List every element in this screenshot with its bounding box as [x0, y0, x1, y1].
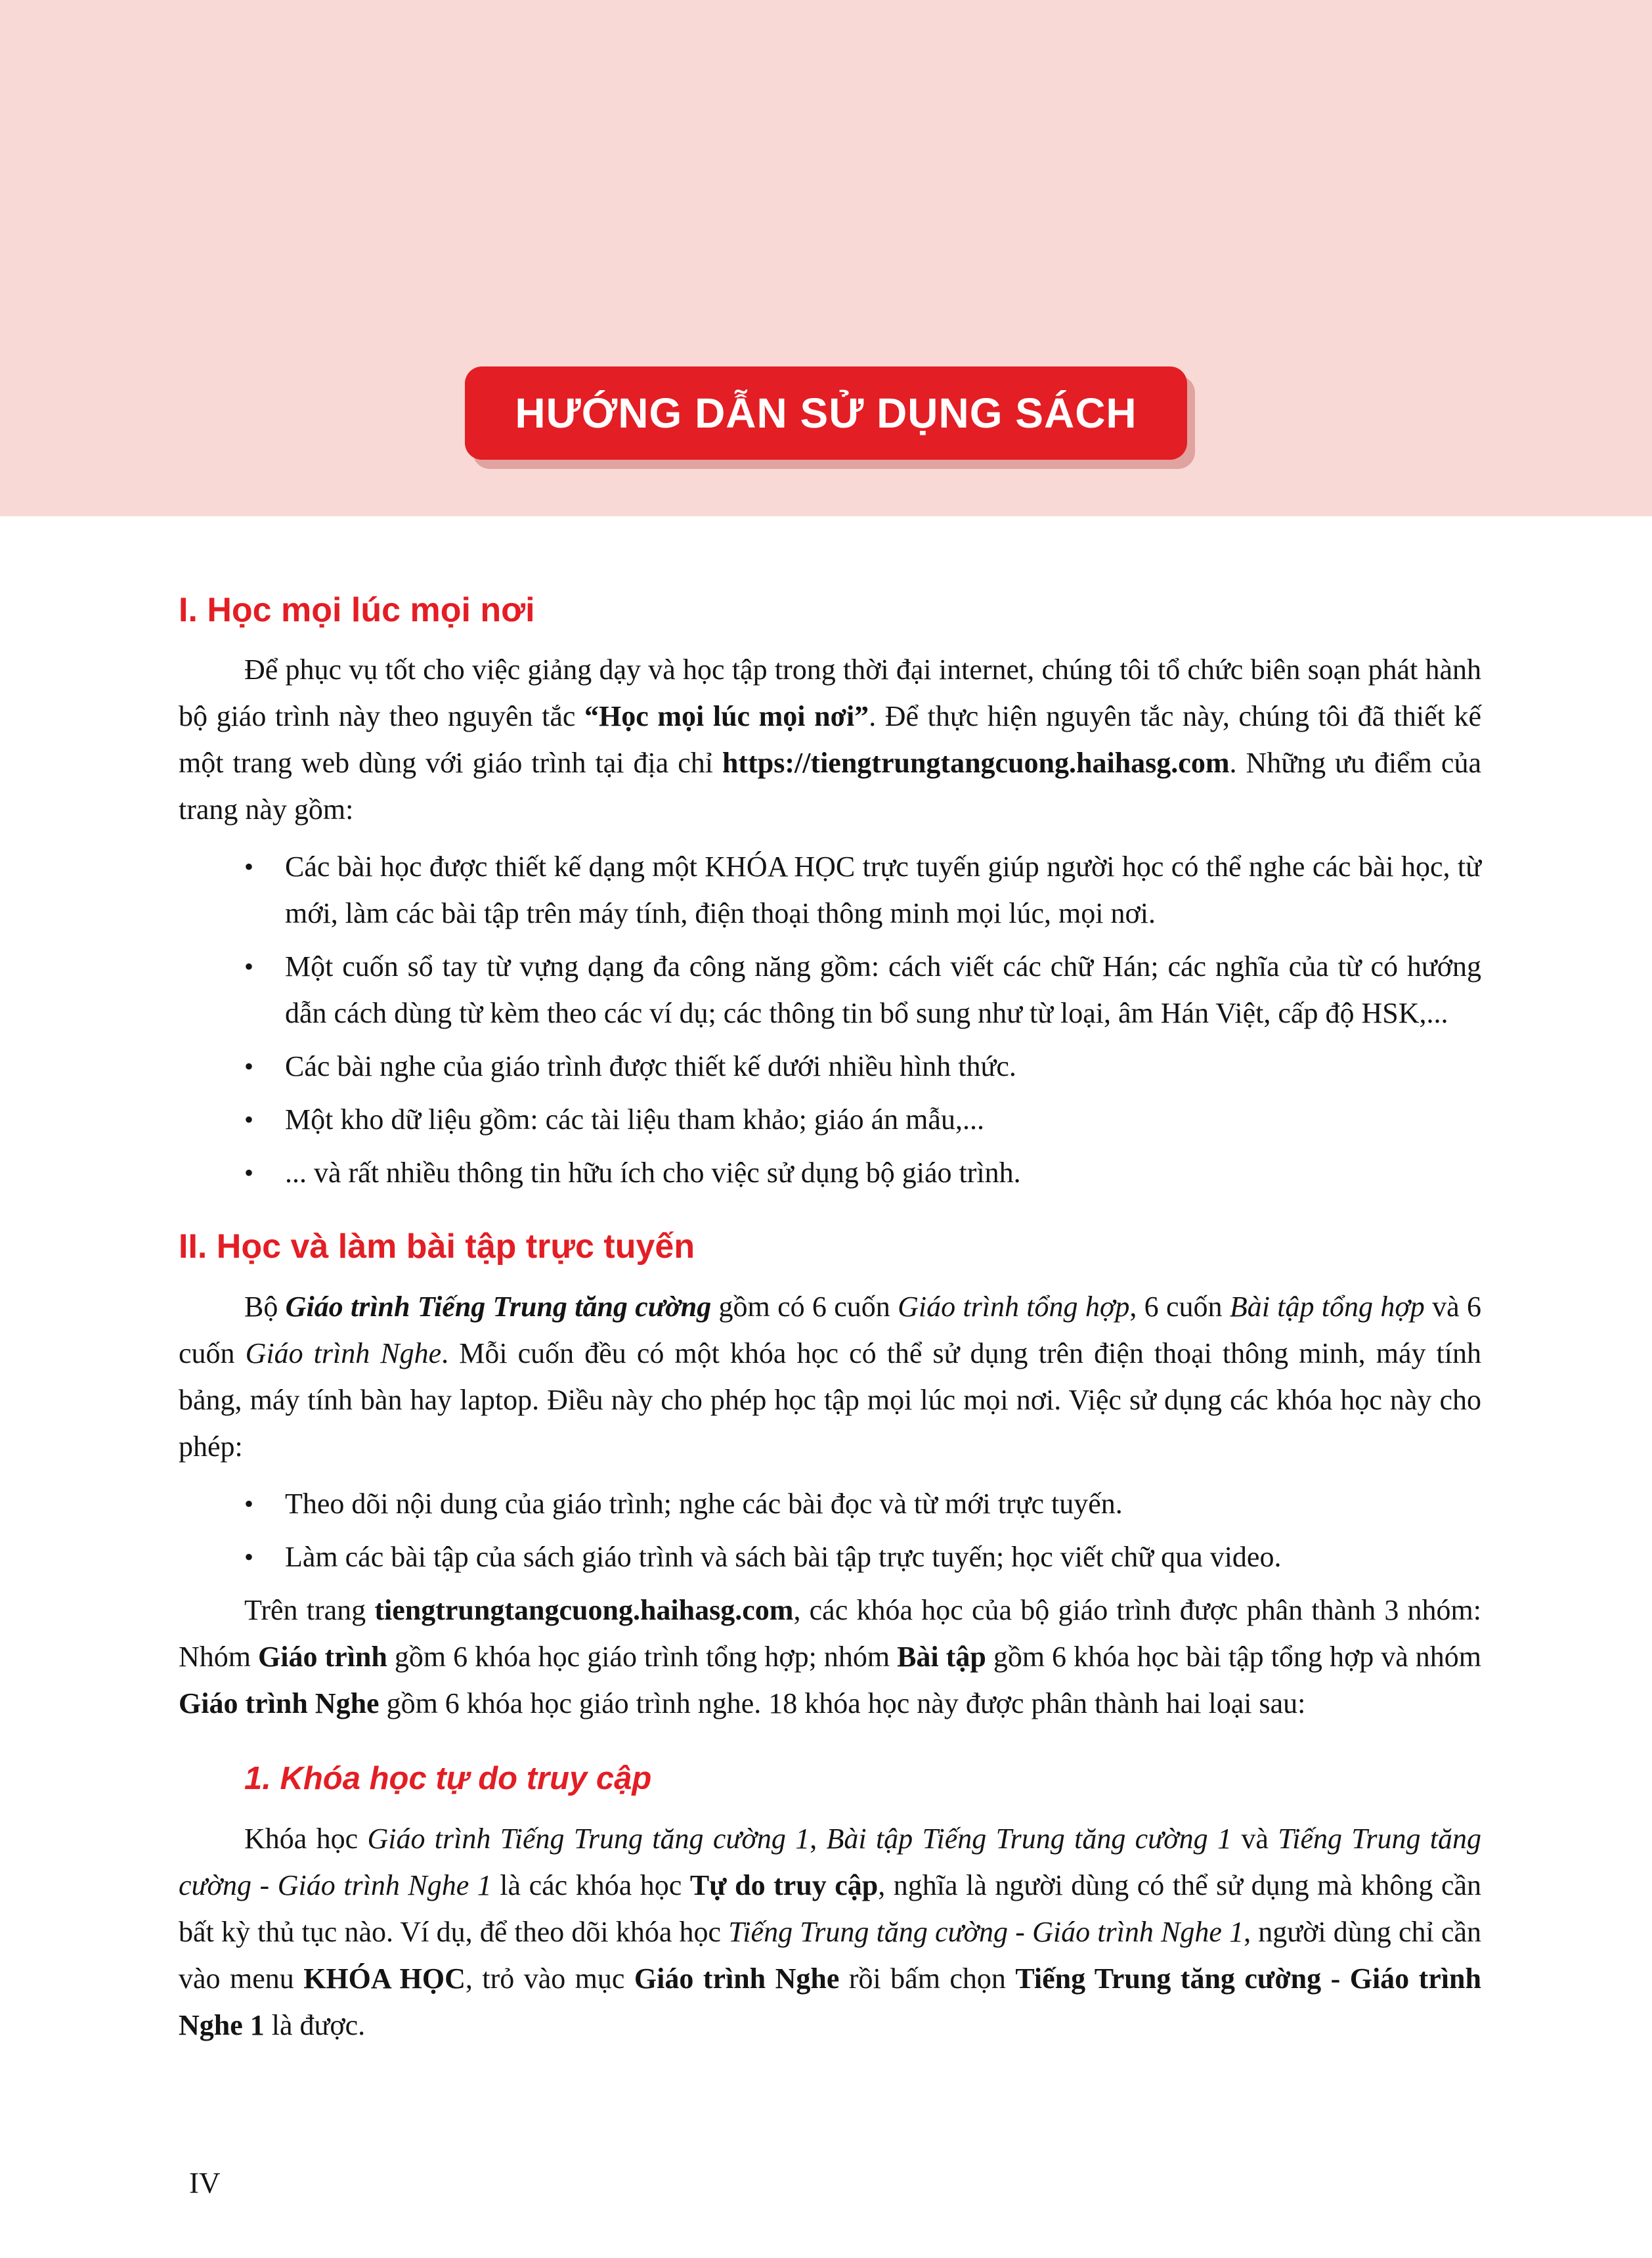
text-segment: , trỏ vào mục [465, 1962, 634, 1995]
text-segment: Giáo trình Nghe [179, 1687, 380, 1719]
bullet-item [244, 1534, 1481, 1580]
bullet-marker: • [244, 1488, 254, 1518]
text-segment: Giáo trình tổng hợp [898, 1290, 1130, 1323]
paragraph [179, 1587, 1481, 1727]
text-segment: KHÓA HỌC [303, 1962, 466, 1995]
text-segment: rồi bấm chọn [839, 1962, 1016, 1995]
text-segment: Để phục vụ tốt cho việc giảng dạy và học tập trong thời đại internet, chúng tôi tổ chức biên soạn phát hành bộ giáo trình này theo nguyên tắc [179, 653, 1481, 733]
text-segment: Giáo trình [258, 1640, 387, 1673]
text-segment: Tiếng Trung tăng cường - Giáo trình Nghe 1 [179, 1962, 1481, 2041]
bullet-item [244, 1149, 1481, 1196]
text-segment: . Những ưu điểm của trang này gồm: [179, 747, 1481, 826]
text-segment: Bài tập [897, 1640, 986, 1673]
text-segment: , [810, 1822, 827, 1855]
bullet-marker: • [244, 952, 254, 982]
text-segment: là được. [264, 2008, 366, 2041]
bullet-item [244, 1096, 1481, 1143]
text-segment: Bài tập tổng hợp [1229, 1290, 1425, 1323]
text-segment: Các bài học được thiết kế dạng một KHÓA HỌC trực tuyến giúp người học có thể nghe các bài học, từ mới, làm các bài tập trên máy tính, điện thoại thông minh mọi lúc, mọi nơi. [285, 851, 1481, 930]
bullet-text [285, 843, 1481, 937]
bullet-item [244, 1043, 1481, 1090]
text-segment: Bài tập Tiếng Trung tăng cường 1 [826, 1822, 1232, 1855]
text-segment: , 6 cuốn [1129, 1290, 1230, 1323]
bullet-text [285, 943, 1481, 1036]
text-segment: tiengtrungtangcuong.haihasg.com [374, 1593, 794, 1626]
section-heading: II. Học và làm bài tập trực tuyến [179, 1228, 695, 1266]
section-heading: I. Học mọi lúc mọi nơi [179, 591, 535, 629]
text-segment: Tự do truy cập [689, 1869, 879, 1901]
text-segment: Giáo trình Nghe [245, 1337, 442, 1369]
page-title: HƯỚNG DẪN SỬ DỤNG SÁCH [515, 389, 1137, 437]
text-segment: Tiếng Trung tăng cường - Giáo trình Nghe 1 [179, 1822, 1482, 1901]
text-segment: Giáo trình Tiếng Trung tăng cường [285, 1290, 712, 1323]
text-segment: “Học mọi lúc mọi nơi” [584, 700, 869, 733]
text-segment: gồm 6 khóa học giáo trình nghe. 18 khóa học này được phân thành hai loại sau: [379, 1687, 1306, 1719]
text-segment: gồm 6 khóa học giáo trình tổng hợp; nhóm [387, 1640, 898, 1673]
text-segment: Các bài nghe của giáo trình được thiết kế dưới nhiều hình thức. [285, 1050, 1016, 1083]
bullet-item [244, 843, 1481, 937]
text-segment: https://tiengtrungtangcuong.haihasg.com [722, 747, 1230, 780]
text-segment: Theo dõi nội dung của giáo trình; nghe các bài đọc và từ mới trực tuyến. [285, 1487, 1123, 1520]
text-segment: ... và rất nhiều thông tin hữu ích cho việc sử dụng bộ giáo trình. [285, 1157, 1021, 1189]
bullet-marker: • [244, 1158, 254, 1188]
text-segment: . Để thực hiện nguyên tắc này, chúng tôi đã thiết kế một trang web dùng với giáo trình tại địa chỉ [179, 700, 1482, 780]
text-segment: Giáo trình Tiếng Trung tăng cường 1 [367, 1822, 810, 1855]
bullet-text [285, 1149, 1481, 1196]
text-segment: Tiếng Trung tăng cường - Giáo trình Nghe 1 [728, 1915, 1244, 1948]
text-segment: , các khóa học của bộ giáo trình được phân thành 3 nhóm: Nhóm [179, 1593, 1481, 1673]
bullet-text [285, 1534, 1481, 1580]
text-segment: là các khóa học [491, 1869, 690, 1901]
text-segment: . Mỗi cuốn đều có một khóa học có thể sử dụng trên điện thoại thông minh, máy tính bảng, máy tính bàn hay laptop. Điều này cho phép học tập mọi lúc mọi nơi. Việc sử dụng các khóa học này cho phép: [179, 1337, 1481, 1463]
bullet-marker: • [244, 1105, 254, 1135]
text-segment: Một kho dữ liệu gồm: các tài liệu tham khảo; giáo án mẫu,... [285, 1103, 984, 1136]
text-segment: , nghĩa là người dùng có thể sử dụng mà không cần bất kỳ thủ tục nào. Ví dụ, để theo dõi khóa học [179, 1869, 1482, 1948]
paragraph [179, 646, 1481, 833]
text-segment: Giáo trình Nghe [634, 1962, 840, 1995]
text-segment: Khóa học [244, 1822, 368, 1855]
paragraph [179, 1283, 1481, 1470]
sub-heading: 1. Khóa học tự do truy cập [244, 1760, 652, 1796]
bullet-item [244, 1480, 1481, 1527]
content [0, 516, 1652, 2048]
text-segment: Một cuốn sổ tay từ vựng dạng đa công năng gồm: cách viết các chữ Hán; các nghĩa của từ có hướng dẫn cách dùng từ kèm theo các ví dụ; các thông tin bổ sung như từ loại, âm Hán Việt, cấp độ HSK,... [285, 950, 1481, 1030]
bullet-marker: • [244, 1541, 254, 1572]
bullet-text [285, 1480, 1481, 1527]
text-segment: và [1232, 1822, 1278, 1855]
banner-title-plate [465, 366, 1186, 460]
bullet-item [244, 943, 1481, 1036]
bullet-marker: • [244, 1052, 254, 1082]
text-segment: , người dùng chỉ cần vào menu [179, 1915, 1481, 1995]
text-segment: gồm có 6 cuốn [711, 1290, 898, 1323]
text-segment: gồm 6 khóa học bài tập tổng hợp và nhóm [986, 1640, 1481, 1673]
bullet-marker: • [244, 852, 254, 882]
text-segment: Làm các bài tập của sách giáo trình và sách bài tập trực tuyến; học viết chữ qua video. [285, 1540, 1282, 1573]
bullet-text [285, 1096, 1481, 1143]
text-segment: Bộ [244, 1290, 286, 1323]
bullet-text [285, 1043, 1481, 1090]
banner [0, 0, 1652, 516]
text-segment: và 6 cuốn [179, 1290, 1481, 1369]
paragraph [179, 1815, 1481, 2048]
page-number: IV [189, 2167, 221, 2200]
text-segment: Trên trang [244, 1593, 375, 1626]
